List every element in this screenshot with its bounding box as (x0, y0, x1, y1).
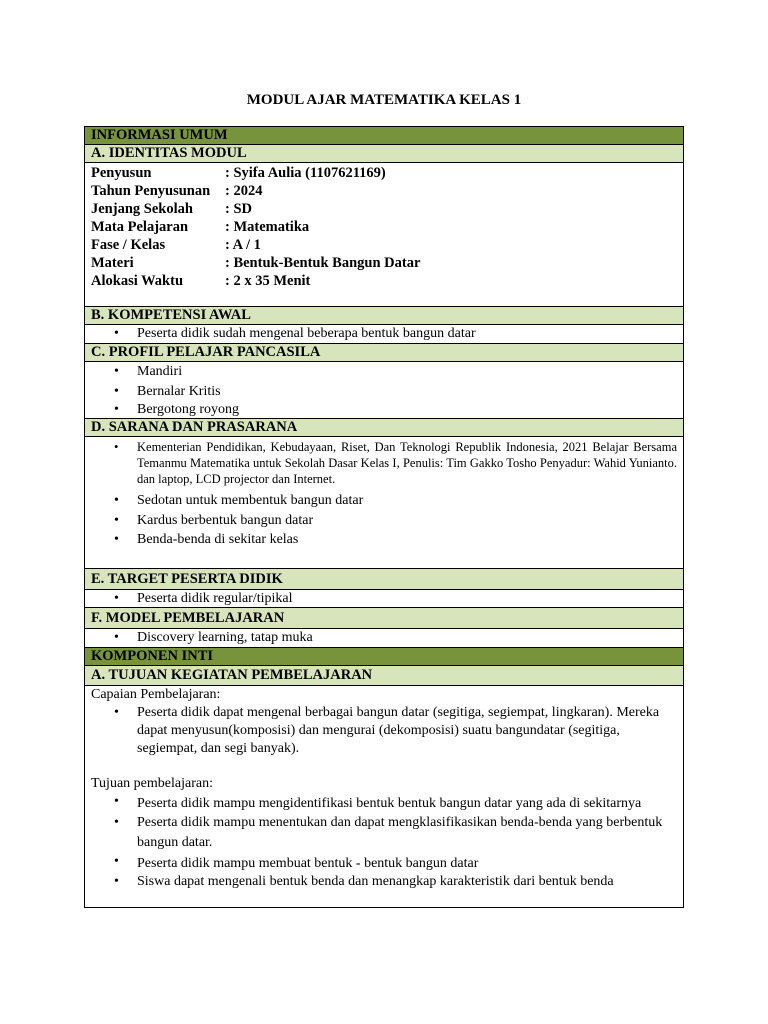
identitas-value: : A / 1 (225, 237, 261, 253)
list-item: • Mandiri (137, 362, 677, 382)
list-item: • Benda-benda di sekitar kelas (137, 530, 677, 550)
list-item: • Peserta didik mampu menentukan dan dapat mengklasifikasikan benda-benda yang berbentuk bangun datar. (137, 813, 677, 853)
document-title: MODUL AJAR MATEMATIKA KELAS 1 (246, 92, 522, 108)
identitas-row (91, 200, 677, 218)
identitas-key: Tahun Penyusunan (91, 183, 211, 199)
target-block (85, 590, 683, 608)
tujuan-block (85, 686, 683, 907)
list-item: • Kardus berbentuk bangun datar (137, 511, 677, 531)
identitas-value: : Syifa Aulia (1107621169) (225, 165, 386, 181)
list-item: • Kementerian Pendidikan, Kebudayaan, Riset, Dan Teknologi Republik Indonesia, 2021 Belajar Bersama Temanmu Matematika untuk Sekolah Dasar Kelas I, Penulis: Tim Gakko Tosho Penyadur: Wahid Yunianto. dan laptop, LCD projector dan Internet. (137, 439, 677, 487)
heading-kompetensi-awal: B. KOMPETENSI AWAL (85, 307, 683, 325)
identitas-row (91, 164, 677, 182)
list-item: • Peserta didik regular/tipikal (137, 590, 677, 607)
list-item: • Sedotan untuk membentuk bangun datar (137, 491, 677, 511)
identitas-key: Penyusun (91, 165, 152, 181)
identitas-row (91, 218, 677, 236)
capaian-label: Capaian Pembelajaran: (91, 687, 221, 702)
module-table (84, 126, 684, 908)
heading-sarana-prasarana: D. SARANA DAN PRASARANA (85, 419, 683, 437)
identitas-value: : Matematika (225, 219, 310, 235)
identitas-key: Fase / Kelas (91, 237, 166, 253)
heading-identitas-modul: A. IDENTITAS MODUL (85, 145, 683, 163)
heading-profil-pancasila: C. PROFIL PELAJAR PANCASILA (85, 344, 683, 362)
list-item: • Bergotong royong (137, 401, 677, 418)
identitas-value: : 2024 (225, 183, 263, 199)
identitas-row (91, 272, 677, 290)
identitas-block (85, 163, 683, 307)
identitas-value: : SD (225, 201, 252, 217)
heading-tujuan-kegiatan: A. TUJUAN KEGIATAN PEMBELAJARAN (85, 666, 683, 686)
model-block (85, 629, 683, 648)
heading-target-peserta: E. TARGET PESERTA DIDIK (85, 569, 683, 590)
identitas-key: Alokasi Waktu (91, 273, 184, 289)
identitas-row (91, 182, 677, 200)
identitas-value: : Bentuk-Bentuk Bangun Datar (225, 255, 421, 271)
identitas-key: Materi (91, 255, 134, 271)
list-item: • Siswa dapat mengenali bentuk benda dan menangkap karakteristik dari bentuk benda (137, 873, 677, 891)
list-item: • Discovery learning, tatap muka (137, 629, 677, 647)
list-item: • Peserta didik mampu membuat bentuk - bentuk bangun datar (137, 853, 677, 873)
identitas-key: Jenjang Sekolah (91, 201, 193, 217)
identitas-row (91, 236, 677, 254)
section-informasi-umum: INFORMASI UMUM (85, 127, 683, 145)
kompetensi-block (85, 325, 683, 344)
section-komponen-inti: KOMPONEN INTI (85, 648, 683, 666)
tujuan-label: Tujuan pembelajaran: (91, 776, 213, 791)
heading-model-pembelajaran: F. MODEL PEMBELAJARAN (85, 608, 683, 629)
list-item: • Peserta didik mampu mengidentifikasi bentuk bentuk bangun datar yang ada di sekitarnya (137, 793, 677, 813)
list-item: • Bernalar Kritis (137, 382, 677, 402)
profil-block (85, 362, 683, 419)
identitas-row (91, 254, 677, 272)
list-item: • Peserta didik dapat mengenal berbagai bangun datar (segitiga, segiempat, lingkaran). Mereka dapat menyusun(komposisi) dan mengurai (dekomposisi) suatu bangundatar (segitiga, segiempat, dan segi banyak). (137, 704, 677, 758)
list-item: • Peserta didik sudah mengenal beberapa bentuk bangun datar (137, 325, 677, 343)
identitas-key: Mata Pelajaran (91, 219, 189, 235)
identitas-value: : 2 x 35 Menit (225, 273, 311, 289)
sarana-block (85, 437, 683, 569)
